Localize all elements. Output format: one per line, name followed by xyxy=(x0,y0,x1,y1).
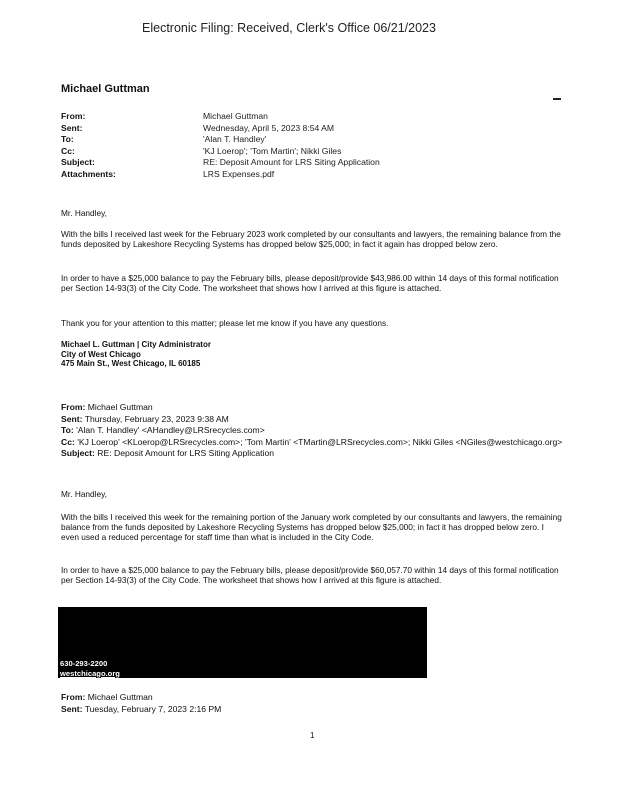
email3-from: From: Michael Guttman xyxy=(61,692,153,702)
email3-sent: Sent: Tuesday, February 7, 2023 2:16 PM xyxy=(61,703,222,714)
signature-address: 475 Main St., West Chicago, IL 60185 xyxy=(61,359,201,369)
header-row-sent xyxy=(61,123,380,135)
header-value: 'KJ Loerop'; 'Tom Martin'; Nikki Giles xyxy=(203,145,342,156)
signature-block xyxy=(61,340,211,369)
signature-organization: City of West Chicago xyxy=(61,349,141,359)
header-label: To: xyxy=(61,134,74,144)
email1-paragraph-2: In order to have a $25,000 balance to pay the February bills, please deposit/provide $43,986.00 within 14 days of this formal notification per Section 14-93(3) of the City Code. The worksheet that shows how I arrived at this figure is attached. xyxy=(61,273,559,294)
contact-phone: 630-293-2200 xyxy=(60,659,108,668)
header-row-subject xyxy=(61,157,380,169)
email1-paragraph-3: Thank you for your attention to this matter; please let me know if you have any questions. xyxy=(61,318,389,328)
email2-to: To: 'Alan T. Handley' <AHandley@LRSrecycles.com> xyxy=(61,425,265,436)
email2-cc: Cc: 'KJ Loerop' <KLoerop@LRSrecycles.com>; 'Tom Martin' <TMartin@LRSrecycles.com>; Nikki Giles <NGiles@westchicago.org> xyxy=(61,436,563,447)
header-value: Wednesday, April 5, 2023 8:54 AM xyxy=(203,122,335,133)
sender-name-heading: Michael Guttman xyxy=(61,83,150,95)
page-number: 1 xyxy=(310,731,315,740)
email2-paragraph-1: With the bills I received this week for the remaining portion of the January work completed by our consultants and lawyers, the remaining balance from the funds deposited by Lakeshore Recycling Systems has dropped below $25,000; in fact it has dropped below zero. I even used a reduced percentage for staff time than what is included in the City Code. xyxy=(61,512,562,543)
header-value: Michael Guttman xyxy=(203,111,268,121)
header-value: RE: Deposit Amount for LRS Siting Application xyxy=(203,157,380,167)
attachment-link[interactable]: LRS Expenses.pdf xyxy=(203,168,275,179)
redacted-contact xyxy=(60,659,120,678)
email2-greeting: Mr. Handley, xyxy=(61,489,107,499)
email1-paragraph-1: With the bills I received last week for the February 2023 work completed by our consultants and lawyers, the remaining balance from the funds deposited by Lakeshore Recycling Systems has dropped below $25,000; in fact it again has dropped below zero. xyxy=(61,229,561,250)
contact-website-link[interactable]: westchicago.org xyxy=(60,668,120,678)
header-value: 'Alan T. Handley' xyxy=(203,134,267,144)
email1-greeting: Mr. Handley, xyxy=(61,208,107,218)
email2-subject: Subject: RE: Deposit Amount for LRS Siting Application xyxy=(61,448,275,459)
header-row-to xyxy=(61,134,380,146)
email3-header xyxy=(61,692,563,715)
email2-paragraph-2: In order to have a $25,000 balance to pay the February bills, please deposit/provide $60,057.70 within 14 days of this formal notification per Section 14-93(3) of the City Code. The worksheet that shows how I arrived at this figure is attached. xyxy=(61,565,559,586)
header-row-from xyxy=(61,111,380,123)
filing-stamp: Electronic Filing: Received, Clerk's Office 06/21/2023 xyxy=(142,21,436,35)
header-label: Attachments: xyxy=(61,168,116,179)
email2-sent: Sent: Thursday, February 23, 2023 9:38 AM xyxy=(61,413,229,424)
signature-name-title: Michael L. Guttman | City Administrator xyxy=(61,340,211,349)
header-label: Subject: xyxy=(61,157,95,167)
email2-from: From: Michael Guttman xyxy=(61,402,153,412)
header-row-attachments xyxy=(61,169,380,181)
email2-header xyxy=(61,402,563,460)
header-row-cc xyxy=(61,146,380,158)
header-label: From: xyxy=(61,111,86,121)
corner-dash xyxy=(553,98,561,100)
email-header xyxy=(61,111,380,180)
header-label: Sent: xyxy=(61,122,83,133)
header-label: Cc: xyxy=(61,145,75,156)
